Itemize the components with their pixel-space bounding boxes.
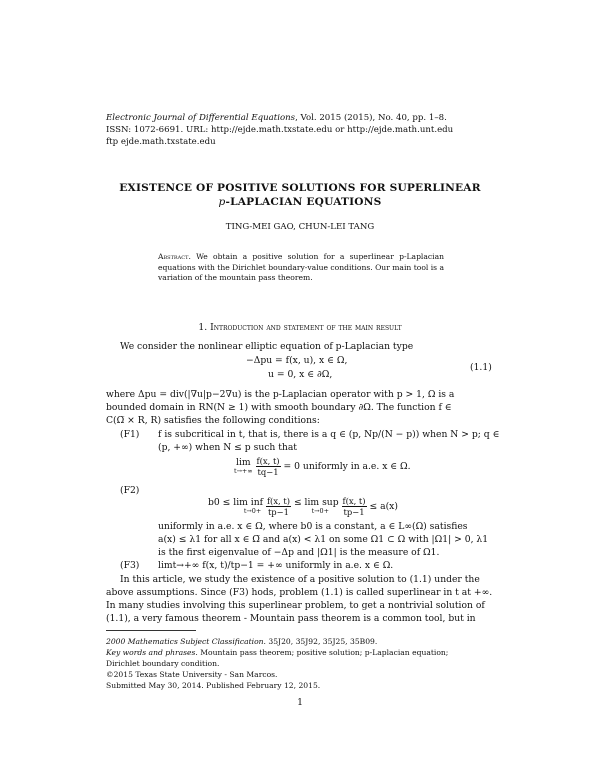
- footnote-submitted: Submitted May 30, 2014. Published February 12, 2015.: [106, 681, 321, 690]
- msc-value: 35J20, 35J92, 35J25, 35B09.: [268, 637, 378, 646]
- lim-text: lim: [236, 456, 251, 468]
- f1-rhs: = 0 uniformly in a.e. x ∈ Ω.: [283, 461, 411, 472]
- page-number: 1: [297, 697, 303, 708]
- equation-1-1-line2: u = 0, x ∈ ∂Ω,: [268, 369, 333, 380]
- limit: [234, 458, 253, 476]
- section-title: Introduction and statement of the main result: [210, 322, 402, 333]
- intro-sentence: We consider the nonlinear elliptic equation of p-Laplacian type: [120, 341, 414, 352]
- limsup: [294, 498, 339, 516]
- abstract-text: We obtain a positive solution for a superlinear p-Laplacian equations with the Dirichlet boundary-value conditions. Our main tool is a variation of the mountain pass theorem.: [158, 252, 445, 283]
- paper-title-line2: [0, 196, 600, 208]
- journal-name: Electronic Journal of Differential Equations: [106, 113, 296, 123]
- condition-f1-formula: [234, 456, 411, 477]
- fraction-denominator: tq−1: [257, 467, 279, 477]
- fraction-numerator: f(x, t): [266, 496, 291, 506]
- keywords-label: Key words and phrases.: [106, 648, 198, 657]
- footnote-keywords-cont: Dirichlet boundary condition.: [106, 659, 220, 668]
- condition-f2-label: (F2): [120, 485, 140, 496]
- fraction-denominator: tp−1: [267, 507, 290, 517]
- footnote-rule: [106, 630, 196, 631]
- where-line2: bounded domain in RN(N ≥ 1) with smooth boundary ∂Ω. The function f ∈: [106, 402, 452, 413]
- paragraph-line2: above assumptions. Since (F3) hods, problem (1.1) is called superlinear in t at +∞.: [106, 587, 493, 598]
- fraction: [342, 496, 367, 517]
- where-line1: where Δpu = div(|∇u|p−2∇u) is the p-Laplacian operator with p > 1, Ω is a: [106, 389, 455, 400]
- section-heading: [0, 322, 600, 333]
- fraction-denominator: tp−1: [343, 507, 365, 517]
- footnote-keywords: [106, 648, 448, 659]
- footnote-msc: [106, 637, 377, 648]
- condition-f1-label: (F1): [120, 429, 140, 440]
- condition-f2-line3: is the first eigenvalue of −Δp and |Ω1| is the measure of Ω1.: [158, 547, 440, 558]
- ftp-line: ftp ejde.math.txstate.edu: [106, 137, 216, 147]
- equation-1-1-line1: −Δpu = f(x, u), x ∈ Ω,: [246, 355, 348, 366]
- where-line3: C(Ω̅ × R, R) satisfies the following conditions:: [106, 415, 320, 426]
- abstract: [158, 252, 444, 284]
- f2-rhs: ≤ a(x): [369, 501, 398, 512]
- paragraph-line4: (1.1), a very famous theorem - Mountain pass theorem is a common tool, but in: [106, 613, 476, 624]
- journal-volume: , Vol. 2015 (2015), No. 40, pp. 1–8.: [295, 113, 447, 123]
- condition-f1-line2: (p, +∞) when N ≤ p such that: [158, 442, 297, 453]
- journal-citation: [106, 113, 447, 125]
- condition-f1-line1: f is subcritical in t, that is, there is a q ∈ (p, Np/(N − p)) when N > p; q ∈: [158, 429, 500, 440]
- condition-f2-line1: uniformly in a.e. x ∈ Ω, where b0 is a constant, a ∈ L∞(Ω) satisfies: [158, 521, 468, 532]
- condition-f3-label: (F3): [120, 560, 140, 571]
- condition-f3-text: limt→+∞ f(x, t)/tp−1 = +∞ uniformly in a.e. x ∈ Ω.: [158, 560, 394, 571]
- msc-label: 2000 Mathematics Subject Classification.: [106, 637, 266, 646]
- fraction-numerator: f(x, t): [342, 496, 366, 506]
- condition-f2-formula: [208, 496, 398, 517]
- fraction-numerator: f(x, t): [256, 456, 280, 466]
- footnote-copyright: ©2015 Texas State University - San Marcos.: [106, 670, 278, 679]
- equation-label: (1.1): [470, 362, 492, 373]
- fraction: [266, 496, 291, 517]
- title-variable: p: [218, 196, 226, 208]
- lim-subscript: t→+∞: [234, 466, 253, 475]
- liminf-text: b0 ≤ lim inf: [208, 496, 264, 508]
- section-number: 1.: [198, 322, 208, 333]
- abstract-label: Abstract.: [158, 252, 191, 261]
- paragraph-line3: In many studies involving this superlinear problem, to get a nontrivial solution of: [106, 600, 485, 611]
- authors: TING-MEI GAO, CHUN-LEI TANG: [225, 222, 375, 232]
- fraction: [256, 456, 281, 477]
- limsup-text: ≤ lim sup: [293, 496, 339, 508]
- title-rest: -LAPLACIAN EQUATIONS: [225, 196, 382, 208]
- liminf: [208, 498, 263, 516]
- condition-f2-line2: a(x) ≤ λ1 for all x ∈ Ω̅ and a(x) < λ1 on some Ω1 ⊂ Ω with |Ω1| > 0, λ1: [158, 534, 489, 545]
- paragraph-line1: In this article, we study the existence of a positive solution to (1.1) under the: [120, 574, 480, 585]
- limsup-subscript: t→0+: [311, 506, 329, 515]
- liminf-subscript: t→0+: [243, 506, 262, 515]
- keywords-value: Mountain pass theorem; positive solution; p-Laplacian equation;: [200, 648, 449, 657]
- paper-title-line1: EXISTENCE OF POSITIVE SOLUTIONS FOR SUPERLINEAR: [119, 182, 481, 194]
- issn-line: ISSN: 1072-6691. URL: http://ejde.math.txstate.edu or http://ejde.math.unt.edu: [106, 125, 454, 135]
